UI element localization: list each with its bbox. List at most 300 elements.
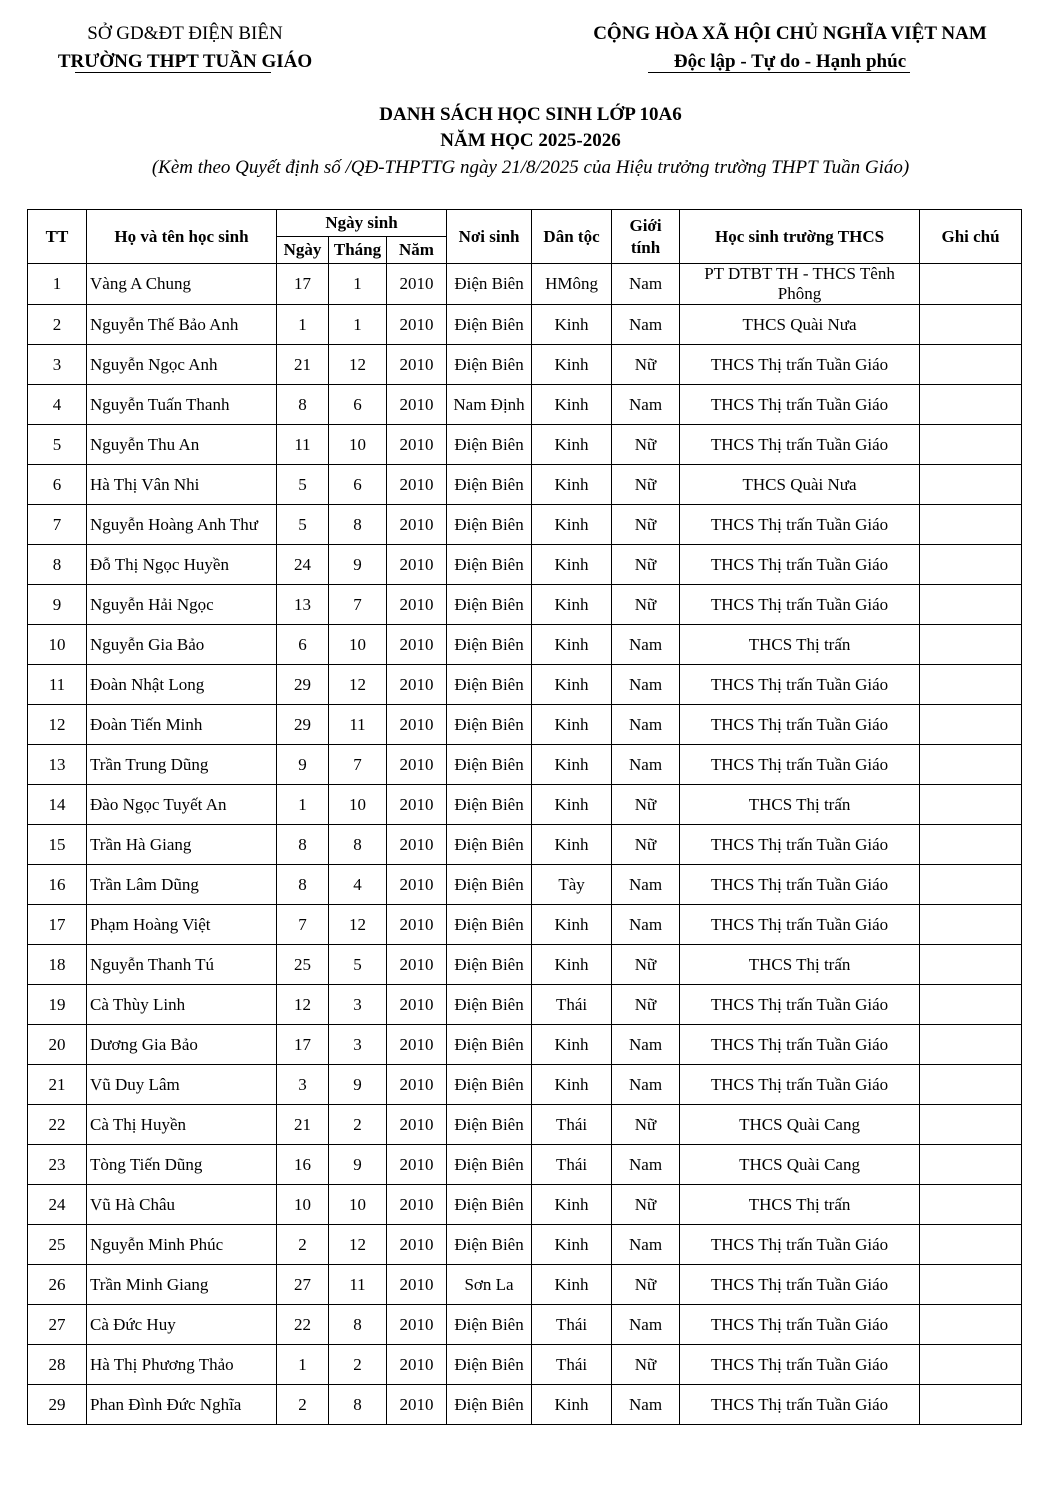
cell-school: THCS Thị trấn Tuần Giáo	[680, 345, 920, 385]
cell-year: 2010	[387, 545, 447, 585]
header-ethnicity: Dân tộc	[532, 210, 612, 264]
table-row	[28, 1265, 1022, 1305]
cell-birthplace: Điện Biên	[447, 345, 532, 385]
cell-year: 2010	[387, 465, 447, 505]
header-name: Họ và tên học sinh	[87, 210, 277, 264]
cell-ethnicity: Kinh	[532, 665, 612, 705]
cell-note	[920, 985, 1022, 1025]
cell-name: Nguyễn Hải Ngọc	[87, 585, 277, 625]
cell-ethnicity: Thái	[532, 1345, 612, 1385]
cell-month: 2	[329, 1105, 387, 1145]
header-tt: TT	[28, 210, 87, 264]
cell-gender: Nữ	[612, 825, 680, 865]
cell-school: THCS Thị trấn	[680, 625, 920, 665]
cell-year: 2010	[387, 1305, 447, 1345]
table-row	[28, 505, 1022, 545]
cell-year: 2010	[387, 385, 447, 425]
cell-gender: Nam	[612, 865, 680, 905]
cell-month: 6	[329, 465, 387, 505]
cell-birthplace: Điện Biên	[447, 264, 532, 305]
cell-year: 2010	[387, 1185, 447, 1225]
cell-tt: 7	[28, 505, 87, 545]
cell-month: 10	[329, 625, 387, 665]
cell-name: Hà Thị Vân Nhi	[87, 465, 277, 505]
cell-tt: 15	[28, 825, 87, 865]
cell-birthplace: Sơn La	[447, 1265, 532, 1305]
cell-day: 21	[277, 345, 329, 385]
cell-note	[920, 1305, 1022, 1345]
cell-year: 2010	[387, 305, 447, 345]
cell-ethnicity: Kinh	[532, 905, 612, 945]
cell-note	[920, 505, 1022, 545]
cell-tt: 16	[28, 865, 87, 905]
cell-tt: 3	[28, 345, 87, 385]
table-row	[28, 865, 1022, 905]
cell-year: 2010	[387, 1025, 447, 1065]
cell-ethnicity: Kinh	[532, 625, 612, 665]
table-row	[28, 385, 1022, 425]
cell-note	[920, 865, 1022, 905]
cell-month: 8	[329, 1305, 387, 1345]
table-row	[28, 585, 1022, 625]
document-title-block	[0, 102, 1061, 182]
cell-tt: 17	[28, 905, 87, 945]
header-birthplace: Nơi sinh	[447, 210, 532, 264]
cell-ethnicity: Kinh	[532, 1225, 612, 1265]
cell-birthplace: Điện Biên	[447, 1185, 532, 1225]
cell-gender: Nam	[612, 305, 680, 345]
cell-year: 2010	[387, 705, 447, 745]
cell-year: 2010	[387, 665, 447, 705]
student-list-table	[27, 209, 1022, 1425]
cell-ethnicity: Tày	[532, 865, 612, 905]
cell-birthplace: Điện Biên	[447, 505, 532, 545]
cell-name: Vũ Duy Lâm	[87, 1065, 277, 1105]
cell-note	[920, 1185, 1022, 1225]
student-rows	[28, 264, 1022, 1425]
cell-gender: Nam	[612, 1065, 680, 1105]
cell-birthplace: Điện Biên	[447, 545, 532, 585]
cell-school: THCS Thị trấn Tuần Giáo	[680, 745, 920, 785]
cell-ethnicity: Thái	[532, 1105, 612, 1145]
cell-year: 2010	[387, 745, 447, 785]
cell-gender: Nam	[612, 1225, 680, 1265]
cell-day: 29	[277, 665, 329, 705]
cell-ethnicity: Kinh	[532, 1265, 612, 1305]
cell-school: THCS Thị trấn Tuần Giáo	[680, 905, 920, 945]
cell-note	[920, 1105, 1022, 1145]
cell-birthplace: Điện Biên	[447, 1305, 532, 1345]
cell-birthplace: Điện Biên	[447, 705, 532, 745]
cell-ethnicity: Thái	[532, 1305, 612, 1345]
cell-tt: 27	[28, 1305, 87, 1345]
cell-name: Phạm Hoàng Việt	[87, 905, 277, 945]
cell-ethnicity: Kinh	[532, 1385, 612, 1425]
cell-school: THCS Thị trấn Tuần Giáo	[680, 585, 920, 625]
cell-day: 10	[277, 1185, 329, 1225]
table-row	[28, 1185, 1022, 1225]
cell-school: THCS Thị trấn Tuần Giáo	[680, 705, 920, 745]
cell-year: 2010	[387, 825, 447, 865]
cell-school: THCS Quài Nưa	[680, 305, 920, 345]
cell-note	[920, 385, 1022, 425]
cell-name: Nguyễn Tuấn Thanh	[87, 385, 277, 425]
cell-year: 2010	[387, 425, 447, 465]
cell-ethnicity: Kinh	[532, 1185, 612, 1225]
cell-gender: Nam	[612, 385, 680, 425]
header-right	[540, 20, 1040, 76]
cell-ethnicity: Kinh	[532, 345, 612, 385]
cell-note	[920, 625, 1022, 665]
cell-note	[920, 665, 1022, 705]
cell-note	[920, 1225, 1022, 1265]
cell-birthplace: Điện Biên	[447, 1385, 532, 1425]
cell-note	[920, 905, 1022, 945]
cell-day: 17	[277, 1025, 329, 1065]
cell-tt: 28	[28, 1345, 87, 1385]
cell-tt: 18	[28, 945, 87, 985]
cell-tt: 6	[28, 465, 87, 505]
cell-birthplace: Điện Biên	[447, 745, 532, 785]
cell-note	[920, 1145, 1022, 1185]
cell-day: 6	[277, 625, 329, 665]
cell-day: 1	[277, 785, 329, 825]
cell-school: THCS Thị trấn Tuần Giáo	[680, 385, 920, 425]
cell-tt: 5	[28, 425, 87, 465]
cell-year: 2010	[387, 1265, 447, 1305]
cell-tt: 24	[28, 1185, 87, 1225]
cell-note	[920, 1265, 1022, 1305]
cell-day: 13	[277, 585, 329, 625]
cell-gender: Nữ	[612, 1105, 680, 1145]
table-row	[28, 1145, 1022, 1185]
cell-birthplace: Nam Định	[447, 385, 532, 425]
header-left	[20, 20, 350, 76]
cell-year: 2010	[387, 945, 447, 985]
cell-note	[920, 1345, 1022, 1385]
cell-ethnicity: Kinh	[532, 305, 612, 345]
cell-month: 7	[329, 585, 387, 625]
cell-year: 2010	[387, 905, 447, 945]
cell-note	[920, 345, 1022, 385]
cell-month: 3	[329, 985, 387, 1025]
cell-school: THCS Thị trấn Tuần Giáo	[680, 1385, 920, 1425]
cell-school: THCS Thị trấn Tuần Giáo	[680, 505, 920, 545]
cell-note	[920, 264, 1022, 305]
cell-tt: 2	[28, 305, 87, 345]
cell-gender: Nữ	[612, 1265, 680, 1305]
cell-day: 24	[277, 545, 329, 585]
table-row	[28, 905, 1022, 945]
cell-school: THCS Thị trấn Tuần Giáo	[680, 665, 920, 705]
cell-birthplace: Điện Biên	[447, 1345, 532, 1385]
cell-name: Trần Minh Giang	[87, 1265, 277, 1305]
cell-gender: Nữ	[612, 985, 680, 1025]
cell-day: 3	[277, 1065, 329, 1105]
cell-year: 2010	[387, 1345, 447, 1385]
cell-day: 11	[277, 425, 329, 465]
cell-gender: Nữ	[612, 505, 680, 545]
cell-tt: 8	[28, 545, 87, 585]
table-row	[28, 1105, 1022, 1145]
cell-birthplace: Điện Biên	[447, 1145, 532, 1185]
cell-ethnicity: Kinh	[532, 1025, 612, 1065]
table-row	[28, 985, 1022, 1025]
cell-school: THCS Thị trấn Tuần Giáo	[680, 1025, 920, 1065]
cell-day: 21	[277, 1105, 329, 1145]
table-row	[28, 425, 1022, 465]
cell-name: Nguyễn Ngọc Anh	[87, 345, 277, 385]
cell-school: THCS Thị trấn Tuần Giáo	[680, 1225, 920, 1265]
document-title: DANH SÁCH HỌC SINH LỚP 10A6	[379, 104, 682, 125]
cell-ethnicity: Kinh	[532, 585, 612, 625]
cell-month: 3	[329, 1025, 387, 1065]
cell-day: 8	[277, 825, 329, 865]
cell-note	[920, 1385, 1022, 1425]
cell-note	[920, 705, 1022, 745]
cell-tt: 20	[28, 1025, 87, 1065]
cell-year: 2010	[387, 1385, 447, 1425]
table-row	[28, 625, 1022, 665]
cell-birthplace: Điện Biên	[447, 305, 532, 345]
cell-gender: Nam	[612, 665, 680, 705]
cell-school: THCS Thị trấn Tuần Giáo	[680, 425, 920, 465]
table-row	[28, 705, 1022, 745]
cell-name: Nguyễn Hoàng Anh Thư	[87, 505, 277, 545]
cell-month: 12	[329, 345, 387, 385]
cell-gender: Nam	[612, 1385, 680, 1425]
cell-school: THCS Quài Cang	[680, 1145, 920, 1185]
cell-month: 2	[329, 1345, 387, 1385]
cell-birthplace: Điện Biên	[447, 785, 532, 825]
table-row	[28, 1025, 1022, 1065]
cell-gender: Nữ	[612, 545, 680, 585]
cell-ethnicity: Kinh	[532, 785, 612, 825]
cell-day: 16	[277, 1145, 329, 1185]
cell-birthplace: Điện Biên	[447, 945, 532, 985]
cell-tt: 12	[28, 705, 87, 745]
cell-gender: Nam	[612, 1145, 680, 1185]
cell-birthplace: Điện Biên	[447, 1025, 532, 1065]
cell-school: THCS Thị trấn	[680, 1185, 920, 1225]
cell-note	[920, 785, 1022, 825]
cell-note	[920, 425, 1022, 465]
cell-ethnicity: Thái	[532, 985, 612, 1025]
cell-day: 1	[277, 1345, 329, 1385]
cell-tt: 29	[28, 1385, 87, 1425]
cell-day: 5	[277, 465, 329, 505]
header-year: Năm	[387, 237, 447, 264]
table-row	[28, 545, 1022, 585]
cell-note	[920, 1065, 1022, 1105]
cell-ethnicity: Kinh	[532, 465, 612, 505]
cell-year: 2010	[387, 985, 447, 1025]
table-row	[28, 1385, 1022, 1425]
cell-school: THCS Quài Cang	[680, 1105, 920, 1145]
cell-name: Hà Thị Phương Thảo	[87, 1345, 277, 1385]
cell-tt: 13	[28, 745, 87, 785]
cell-note	[920, 745, 1022, 785]
cell-school: PT DTBT TH - THCS Tênh Phông	[680, 264, 920, 305]
national-motto: Độc lập - Tự do - Hạnh phúc	[673, 51, 907, 72]
cell-tt: 25	[28, 1225, 87, 1265]
cell-ethnicity: Kinh	[532, 425, 612, 465]
cell-gender: Nam	[612, 1025, 680, 1065]
cell-school: THCS Thị trấn Tuần Giáo	[680, 1345, 920, 1385]
cell-month: 10	[329, 425, 387, 465]
cell-gender: Nam	[612, 264, 680, 305]
cell-birthplace: Điện Biên	[447, 1225, 532, 1265]
cell-name: Đỗ Thị Ngọc Huyền	[87, 545, 277, 585]
cell-day: 9	[277, 745, 329, 785]
cell-ethnicity: HMông	[532, 264, 612, 305]
cell-day: 2	[277, 1385, 329, 1425]
cell-birthplace: Điện Biên	[447, 865, 532, 905]
cell-name: Nguyễn Thu An	[87, 425, 277, 465]
table-row	[28, 825, 1022, 865]
cell-birthplace: Điện Biên	[447, 1065, 532, 1105]
cell-day: 8	[277, 865, 329, 905]
cell-birthplace: Điện Biên	[447, 665, 532, 705]
cell-gender: Nam	[612, 705, 680, 745]
cell-month: 8	[329, 1385, 387, 1425]
cell-note	[920, 545, 1022, 585]
cell-name: Trần Hà Giang	[87, 825, 277, 865]
header-school: Học sinh trường THCS	[680, 210, 920, 264]
cell-gender: Nữ	[612, 585, 680, 625]
cell-name: Nguyễn Thanh Tú	[87, 945, 277, 985]
cell-day: 1	[277, 305, 329, 345]
cell-gender: Nữ	[612, 465, 680, 505]
cell-ethnicity: Kinh	[532, 705, 612, 745]
cell-school: THCS Thị trấn Tuần Giáo	[680, 865, 920, 905]
cell-month: 8	[329, 825, 387, 865]
cell-year: 2010	[387, 345, 447, 385]
table-row	[28, 305, 1022, 345]
cell-tt: 4	[28, 385, 87, 425]
header-gender: Giới tính	[612, 210, 680, 264]
cell-month: 12	[329, 1225, 387, 1265]
cell-name: Trần Lâm Dũng	[87, 865, 277, 905]
cell-name: Đoàn Nhật Long	[87, 665, 277, 705]
cell-gender: Nữ	[612, 425, 680, 465]
cell-day: 12	[277, 985, 329, 1025]
cell-tt: 10	[28, 625, 87, 665]
cell-month: 12	[329, 665, 387, 705]
table-row	[28, 1065, 1022, 1105]
cell-day: 27	[277, 1265, 329, 1305]
cell-year: 2010	[387, 785, 447, 825]
cell-gender: Nam	[612, 745, 680, 785]
cell-birthplace: Điện Biên	[447, 425, 532, 465]
cell-birthplace: Điện Biên	[447, 985, 532, 1025]
table-row	[28, 1305, 1022, 1345]
cell-year: 2010	[387, 865, 447, 905]
header-dob: Ngày sinh	[277, 210, 447, 237]
cell-school: THCS Thị trấn Tuần Giáo	[680, 545, 920, 585]
table-row	[28, 945, 1022, 985]
cell-ethnicity: Kinh	[532, 545, 612, 585]
cell-school: THCS Thị trấn Tuần Giáo	[680, 1265, 920, 1305]
cell-note	[920, 305, 1022, 345]
cell-note	[920, 1025, 1022, 1065]
cell-name: Trần Trung Dũng	[87, 745, 277, 785]
cell-gender: Nữ	[612, 1345, 680, 1385]
cell-name: Nguyễn Minh Phúc	[87, 1225, 277, 1265]
cell-name: Đoàn Tiến Minh	[87, 705, 277, 745]
cell-tt: 26	[28, 1265, 87, 1305]
cell-day: 5	[277, 505, 329, 545]
cell-name: Phan Đình Đức Nghĩa	[87, 1385, 277, 1425]
table-row	[28, 1345, 1022, 1385]
cell-school: THCS Quài Nưa	[680, 465, 920, 505]
cell-name: Tòng Tiến Dũng	[87, 1145, 277, 1185]
cell-note	[920, 945, 1022, 985]
department-name: SỞ GD&ĐT ĐIỆN BIÊN	[87, 23, 283, 44]
cell-ethnicity: Kinh	[532, 505, 612, 545]
cell-gender: Nữ	[612, 785, 680, 825]
cell-day: 8	[277, 385, 329, 425]
table-row	[28, 785, 1022, 825]
cell-month: 11	[329, 1265, 387, 1305]
cell-ethnicity: Kinh	[532, 945, 612, 985]
cell-tt: 9	[28, 585, 87, 625]
cell-birthplace: Điện Biên	[447, 465, 532, 505]
cell-birthplace: Điện Biên	[447, 825, 532, 865]
cell-gender: Nữ	[612, 345, 680, 385]
cell-year: 2010	[387, 264, 447, 305]
cell-month: 1	[329, 305, 387, 345]
cell-gender: Nam	[612, 1305, 680, 1345]
table-row	[28, 264, 1022, 305]
cell-name: Cà Thùy Linh	[87, 985, 277, 1025]
table-row	[28, 465, 1022, 505]
cell-tt: 14	[28, 785, 87, 825]
cell-month: 5	[329, 945, 387, 985]
cell-year: 2010	[387, 585, 447, 625]
cell-ethnicity: Thái	[532, 1145, 612, 1185]
header-month: Tháng	[329, 237, 387, 264]
cell-year: 2010	[387, 1225, 447, 1265]
cell-year: 2010	[387, 1065, 447, 1105]
cell-month: 9	[329, 1145, 387, 1185]
cell-month: 7	[329, 745, 387, 785]
cell-month: 8	[329, 505, 387, 545]
cell-name: Vàng A Chung	[87, 264, 277, 305]
header-day: Ngày	[277, 237, 329, 264]
national-title: CỘNG HÒA XÃ HỘI CHỦ NGHĨA VIỆT NAM	[593, 23, 987, 44]
cell-month: 10	[329, 785, 387, 825]
cell-ethnicity: Kinh	[532, 745, 612, 785]
cell-day: 22	[277, 1305, 329, 1345]
cell-tt: 19	[28, 985, 87, 1025]
cell-day: 17	[277, 264, 329, 305]
table-row	[28, 745, 1022, 785]
cell-school: THCS Thị trấn Tuần Giáo	[680, 825, 920, 865]
cell-name: Cà Thị Huyền	[87, 1105, 277, 1145]
table-row	[28, 1225, 1022, 1265]
cell-note	[920, 825, 1022, 865]
cell-month: 12	[329, 905, 387, 945]
cell-name: Cà Đức Huy	[87, 1305, 277, 1345]
cell-gender: Nữ	[612, 1185, 680, 1225]
cell-month: 10	[329, 1185, 387, 1225]
table-row	[28, 665, 1022, 705]
cell-year: 2010	[387, 625, 447, 665]
cell-month: 1	[329, 264, 387, 305]
cell-gender: Nam	[612, 625, 680, 665]
cell-day: 2	[277, 1225, 329, 1265]
